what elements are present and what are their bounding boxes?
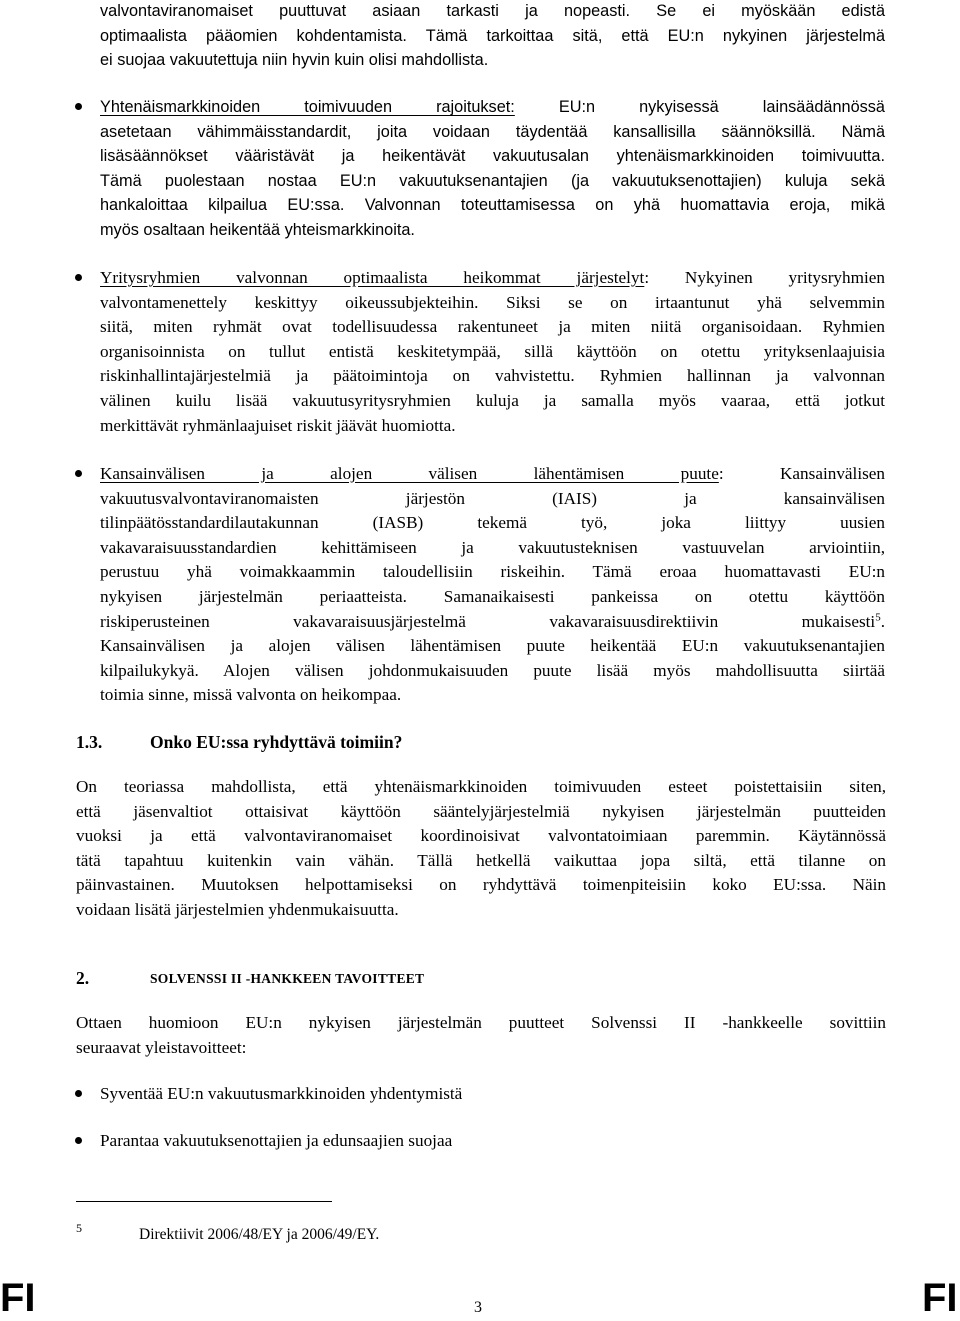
text-line: Yritysryhmien valvonnan optimaalista heikommat järjestelyt: Nykyinen yritysryhmien bbox=[100, 268, 885, 287]
text-line: tätä tapahtuu kuitenkin vain vähän. Tällä hetkellä vaikuttaa jopa siltä, että tilanne on bbox=[76, 850, 886, 870]
section-title: Onko EU:ssa ryhdyttävä toimiin? bbox=[150, 732, 403, 752]
text-line: vakuutusvalvontaviranomaisten järjestön (IAIS) ja kansainvälisen bbox=[100, 488, 885, 508]
text-line: merkittävät ryhmänlaajuiset riskit jäävät huomiotta. bbox=[100, 415, 456, 435]
footnote-number: 5 bbox=[76, 1221, 82, 1235]
bullet-title: Yhtenäismarkkinoiden toimivuuden rajoitukset: bbox=[100, 98, 515, 116]
bullet-item-group-supervision bbox=[100, 266, 885, 438]
text-line: kilpailukykyä. Alojen välisen johdonmukaisuuden puute lisää myös mahdollisuutta siirtää bbox=[100, 660, 885, 680]
bullet-title: Kansainvälisen ja alojen välisen lähentämisen puute bbox=[100, 464, 719, 483]
text-line: valvontamenettely keskittyy oikeussubjekteihin. Siksi se on irtaantunut yhä selvemmin bbox=[100, 292, 885, 312]
text-line: päinvastainen. Muutoksen helpottamiseksi on ryhdyttävä toimenpiteisiin koko EU:ssa. Näin bbox=[76, 875, 886, 895]
section-paragraph bbox=[76, 775, 886, 923]
goal-text: Parantaa vakuutuksenottajien ja edunsaajien suojaa bbox=[100, 1131, 453, 1150]
text-line: siitä, miten ryhmät ovat todellisuudessa rakentuneet ja miten niitä organisoidaan. Ryhmien bbox=[100, 317, 885, 337]
footnote-reference[interactable]: 5 bbox=[875, 610, 881, 623]
text-line: hankaloittaa kilpailua EU:ssa. Valvonnan toteuttamisessa on yhä huomattavia eroja, mikä bbox=[100, 196, 885, 215]
continuation-paragraph bbox=[100, 0, 885, 73]
bullet-icon bbox=[75, 1090, 82, 1097]
bullet-icon bbox=[75, 103, 82, 110]
bullet-icon bbox=[75, 274, 82, 281]
bullet-item-international-convergence bbox=[100, 462, 885, 708]
footnote-text: Direktiivit 2006/48/EY ja 2006/49/EY. bbox=[139, 1226, 380, 1243]
text-line: Kansainvälisen ja alojen välisen lähentämisen puute: Kansainvälisen bbox=[100, 464, 886, 483]
footer-language-right: FI bbox=[922, 1276, 958, 1320]
bullet-icon bbox=[75, 470, 82, 477]
text-line: riskiperusteinen vakavaraisuusjärjestelmä vakavaraisuusdirektiivin mukaisesti$^5$. bbox=[100, 610, 885, 631]
section-number: 1.3. bbox=[76, 732, 103, 752]
text-line: Tämä puolestaan nostaa EU:n vakuutuksenantajien (ja vakuutuksenottajien) kuluja sekä bbox=[100, 171, 885, 190]
text-line: optimaalista pääomien kohdentamista. Tämä tarkoittaa sitä, että EU:n nykyinen järjestelmä bbox=[100, 26, 885, 45]
text-line: On teoriassa mahdollista, että yhtenäismarkkinoiden toimivuuden esteet poistettaisiin siten, bbox=[76, 777, 886, 796]
text-line: nykyisen järjestelmän periaatteista. Samanaikaisesti pankeissa on otettu käyttöön bbox=[100, 586, 885, 606]
text-line: asetetaan vähimmäisstandardit, joita voidaan täydentää kansallisilla säännöksillä. Nämä bbox=[100, 122, 885, 141]
text-line: valvontaviranomaiset puuttuvat asiaan tarkasti ja nopeasti. Se ei myöskään edistä bbox=[100, 2, 885, 20]
text-line: lisäsäännökset vääristävät ja heikentävät vakuutusalan yhtenäismarkkinoiden toimivuutta. bbox=[100, 147, 885, 166]
footer-language-left: FI bbox=[0, 1276, 36, 1320]
text-line: myös osaltaan heikentää yhteismarkkinoita. bbox=[100, 220, 415, 239]
text-line: välinen kuilu lisää vakuutusyritysryhmien kuluja ja samalla myös vaaraa, että jotkut bbox=[100, 390, 885, 410]
bullet-item-single-market bbox=[100, 95, 885, 243]
text-line: voidaan lisätä järjestelmien yhdenmukaisuutta. bbox=[76, 899, 399, 919]
text-line: vuoksi ja että valvontaviranomaiset koordinoisivat valvontatoimiaan paremmin. Käytännössä bbox=[76, 826, 886, 846]
text-line: Ottaen huomioon EU:n nykyisen järjestelmän puutteet Solvenssi II -hankkeelle sovittiin bbox=[76, 1013, 886, 1032]
footnote-divider bbox=[76, 1201, 332, 1202]
text-line: organisoinnista on tullut entistä keskitetympää, sillä käyttöön on otettu yrityksenlaajuisia bbox=[100, 341, 885, 361]
text-line: tilinpäätösstandardilautakunnan (IASB) tekemä työ, joka liittyy uusien bbox=[100, 513, 885, 533]
text-line: Yhtenäismarkkinoiden toimivuuden rajoitukset: EU:n nykyisessä lainsäädännössä bbox=[100, 98, 885, 116]
section-paragraph bbox=[76, 1011, 886, 1060]
section-title: SOLVENSSI II -HANKKEEN TAVOITTEET bbox=[150, 971, 425, 986]
text-line: vakavaraisuusstandardien kehittämiseen ja vakuutusteknisen vastuuvelan arviointiin, bbox=[100, 537, 885, 557]
text-line: Kansainvälisen ja alojen välisen lähentämisen puute heikentää EU:n vakuutuksenantajien bbox=[100, 636, 885, 656]
goal-text: Syventää EU:n vakuutusmarkkinoiden yhdentymistä bbox=[100, 1084, 463, 1103]
goal-list-item bbox=[100, 1129, 885, 1154]
text-line: riskinhallintajärjestelmiä ja päätoimintoja on vahvistettu. Ryhmien hallinnan ja valvonnan bbox=[100, 366, 885, 386]
text-line: toimia sinne, missä valvonta on heikompaa. bbox=[100, 685, 402, 705]
page-number: 3 bbox=[474, 1299, 482, 1316]
text-line: seuraavat yleistavoitteet: bbox=[76, 1037, 247, 1057]
text-line: perustuu yhä voimakkaammin taloudellisiin riskeihin. Tämä eroaa huomattavasti EU:n bbox=[100, 562, 885, 582]
bullet-icon bbox=[75, 1137, 82, 1144]
text-line: että jäsenvaltiot ottaisivat käyttöön sääntelyjärjestelmiä nykyisen järjestelmän puutteiden bbox=[76, 801, 886, 821]
section-number: 2. bbox=[76, 968, 90, 988]
bullet-title: Yritysryhmien valvonnan optimaalista heikommat järjestelyt bbox=[100, 268, 645, 287]
text-line: ei suojaa vakuutettuja niin hyvin kuin olisi mahdollista. bbox=[100, 51, 489, 70]
goal-list-item bbox=[100, 1082, 885, 1107]
